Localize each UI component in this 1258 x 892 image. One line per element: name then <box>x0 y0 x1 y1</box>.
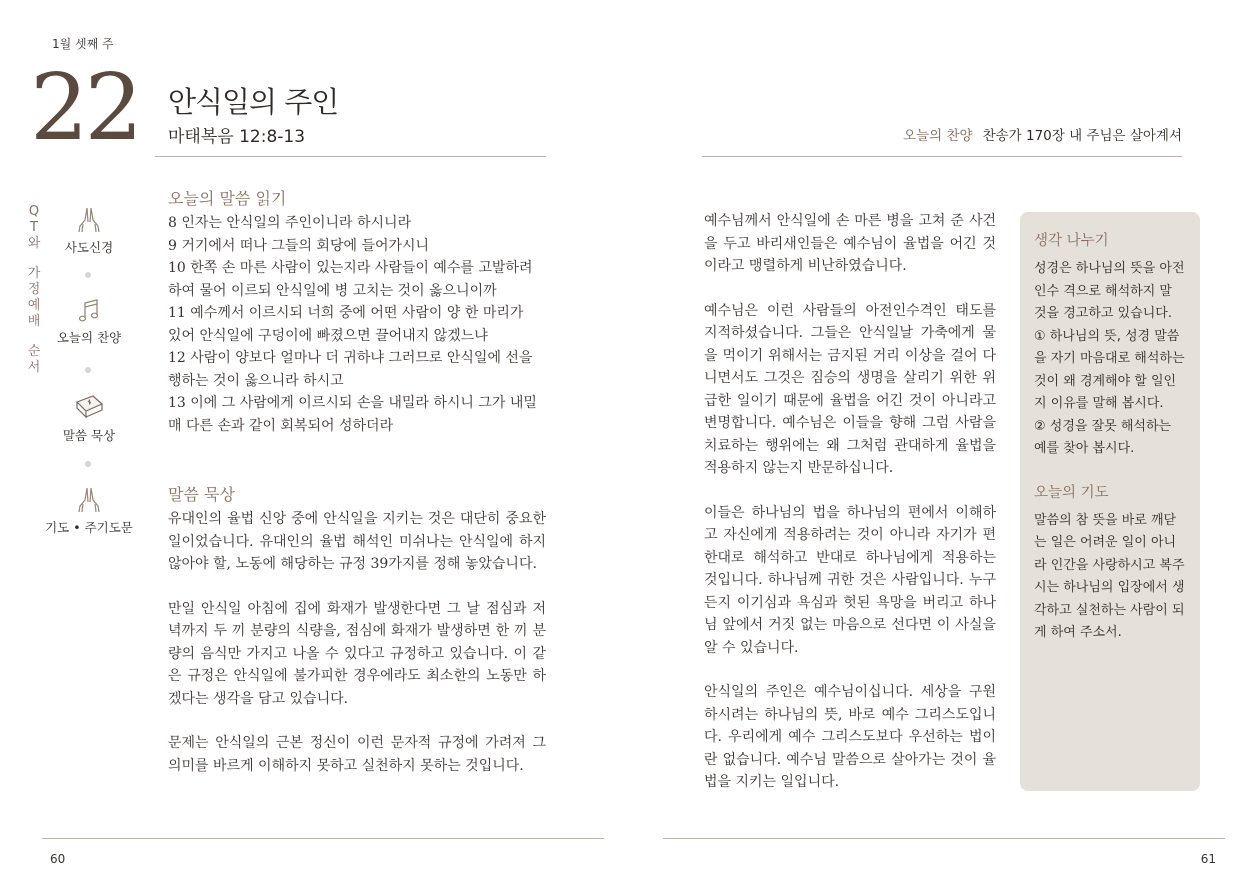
nav-label: 말씀 묵상 <box>62 428 116 443</box>
bible-book-icon <box>73 392 105 422</box>
hymn-line <box>903 124 1182 144</box>
meditation-paragraph: 만일 안식일 아침에 집에 화재가 발생한다면 그 날 점심과 저녁까지 두 끼 분량의 식량을, 점심에 화재가 발생하면 한 끼 분량의 음식만 가지고 나올 수 있다고 규정하고 있습니다. 이 같은 규정은 안식일에 불가피한 경우에라도 최소한의 노동만 하겠다는 생각을 담고 있습니다. <box>168 600 546 707</box>
verse-line: 12 사람이 양보다 얼마나 더 귀하냐 그러므로 안식일에 선을 <box>168 350 533 366</box>
meditation-paragraph: 예수님께서 안식일에 손 마른 병을 고쳐 준 사건을 두고 바리새인들은 예수님이 율법을 어긴 것이라고 맹렬하게 비난하였습니다. <box>704 213 996 274</box>
nav-todays-hymn <box>50 298 128 346</box>
sharing-heading: 생각 나누기 <box>1034 233 1109 249</box>
sharing-text: 성경은 하나님의 뜻을 아전인수 격으로 해석하지 말 것을 경고하고 있습니다. <box>1034 261 1185 321</box>
left-footer-divider <box>42 838 604 839</box>
praying-hands-icon <box>74 486 104 514</box>
right-footer-divider <box>663 838 1225 839</box>
verse-line: 13 이에 그 사람에게 이르시되 손을 내밀라 하시니 그가 내밀 <box>168 395 537 411</box>
hymn-label: 오늘의 찬양 <box>903 128 973 144</box>
nav-word-meditation <box>50 392 128 444</box>
meditation-left-column <box>168 508 546 799</box>
right-header-divider <box>702 156 1182 157</box>
nav-prayer <box>44 486 134 536</box>
scripture-reference: 마태복음 12:8-13 <box>168 127 306 147</box>
verse-line: 매 다른 손과 같이 회복되어 성하더라 <box>168 417 394 434</box>
vertical-section-label <box>26 204 42 376</box>
page-number-right: 61 <box>1200 852 1216 866</box>
reading-heading: 오늘의 말씀 읽기 <box>168 189 287 208</box>
vertical-char: 순 <box>27 344 41 359</box>
nav-label: 오늘의 찬양 <box>56 330 122 345</box>
sharing-question-2: ② 성경을 잘못 해석하는 예를 찾아 봅시다. <box>1034 418 1172 456</box>
day-number: 22 <box>30 54 140 161</box>
verse-line: 8 인자는 안식일의 주인이니라 하시니라 <box>168 215 412 231</box>
vertical-char: 가 <box>27 266 41 281</box>
verse-line: 9 거기에서 떠나 그들의 회당에 들어가시니 <box>168 237 430 254</box>
meditation-heading: 말씀 묵상 <box>168 485 235 504</box>
vertical-char: 예 <box>27 298 41 313</box>
meditation-right-column <box>704 210 996 816</box>
vertical-char: T <box>30 220 38 235</box>
nav-apostles-creed <box>50 206 128 256</box>
hymn-text: 찬송가 170장 내 주님은 살아계셔 <box>982 128 1182 144</box>
nav-separator-dot <box>85 461 91 467</box>
week-label: 1월 셋째 주 <box>52 37 114 51</box>
verse-line: 행하는 것이 옳으니라 하시고 <box>168 372 344 389</box>
vertical-char: 서 <box>27 360 41 375</box>
meditation-paragraph: 문제는 안식일의 근본 정신이 이런 문자적 규정에 가려져 그 의미를 바르게 이해하지 못하고 실천하지 못하는 것입니다. <box>168 735 546 774</box>
vertical-char: 배 <box>27 314 41 329</box>
prayer-heading: 오늘의 기도 <box>1034 484 1109 501</box>
verse-list <box>168 212 548 437</box>
music-note-icon <box>75 298 103 324</box>
page-title: 안식일의 주인 <box>168 85 339 119</box>
page-number-left: 60 <box>50 852 66 866</box>
sharing-question-1: ① 하나님의 뜻, 성경 말씀을 자기 마음대로 해석하는 것이 왜 경계해야 할 일인지 이유를 말해 봅시다. <box>1034 328 1185 411</box>
verse-line: 있어 안식일에 구덩이에 빠졌으면 끌어내지 않겠느냐 <box>168 327 488 344</box>
nav-label: 기도 • 주기도문 <box>45 520 133 535</box>
meditation-paragraph: 유대인의 율법 신앙 중에 안식일을 지키는 것은 대단히 중요한 일이었습니다. 유대인의 율법 해석인 미쉬나는 안식일에 하지 않아야 할, 노동에 해당하는 규정 39가지를 정해 놓았습니다. <box>168 511 546 572</box>
nav-separator-dot <box>85 367 91 373</box>
left-header-divider <box>155 156 546 157</box>
vertical-char: 와 <box>27 236 41 251</box>
prayer-text: 말씀의 참 뜻을 바로 깨닫는 일은 어려운 일이 아니라 인간을 사랑하시고 복주시는 하나님의 입장에서 생각하고 실천하는 사람이 되게 하여 주소서. <box>1034 512 1185 640</box>
verse-line: 11 예수께서 이르시되 너희 중에 어떤 사람이 양 한 마리가 <box>168 305 524 321</box>
praying-hands-icon <box>74 206 104 234</box>
verse-line: 하여 물어 이르되 안식일에 병 고치는 것이 옳으니이까 <box>168 282 497 299</box>
meditation-paragraph: 예수님은 이런 사람들의 아전인수격인 태도를 지적하셨습니다. 그들은 안식일날 가축에게 물을 먹이기 위해서는 금지된 거리 이상을 걸어 다니면서도 그것은 짐승의 생명을 살리기 위한 위급한 일이기 때문에 율법을 어긴 것이 아니라고 변명합니다. 예수님은 이들을 향해 그럼 사람을 치료하는 행위에는 왜 그처럼 관대하게 율법을 적용하지 않는지 반문하십니다. <box>704 302 996 476</box>
discussion-sidebar <box>1020 212 1200 791</box>
verse-line: 10 한쪽 손 마른 사람이 있는지라 사람들이 예수를 고발하려 <box>168 260 533 276</box>
nav-label: 사도신경 <box>64 240 114 255</box>
meditation-paragraph: 이들은 하나님의 법을 하나님의 편에서 이해하고 자신에게 적용하려는 것이 아니라 자기가 편한대로 해석하고 반대로 하나님에게 적용하는 것입니다. 하나님께 귀한 것은 사람입니다. 누구든지 이기심과 욕심과 헛된 욕망을 버리고 하나님 앞에서 거짓 없는 마음으로 선다면 이 사실을 알 수 있습니다. <box>704 504 996 656</box>
meditation-paragraph: 안식일의 주인은 예수님이십니다. 세상을 구원하시려는 하나님의 뜻, 바로 예수 그리스도입니다. 우리에게 예수 그리스도보다 우선하는 법이란 없습니다. 예수님 말씀으로 살아가는 것이 율법을 지키는 일입니다. <box>704 684 996 790</box>
vertical-char: 정 <box>27 282 41 297</box>
nav-separator-dot <box>85 272 91 278</box>
vertical-char: Q <box>28 204 40 219</box>
